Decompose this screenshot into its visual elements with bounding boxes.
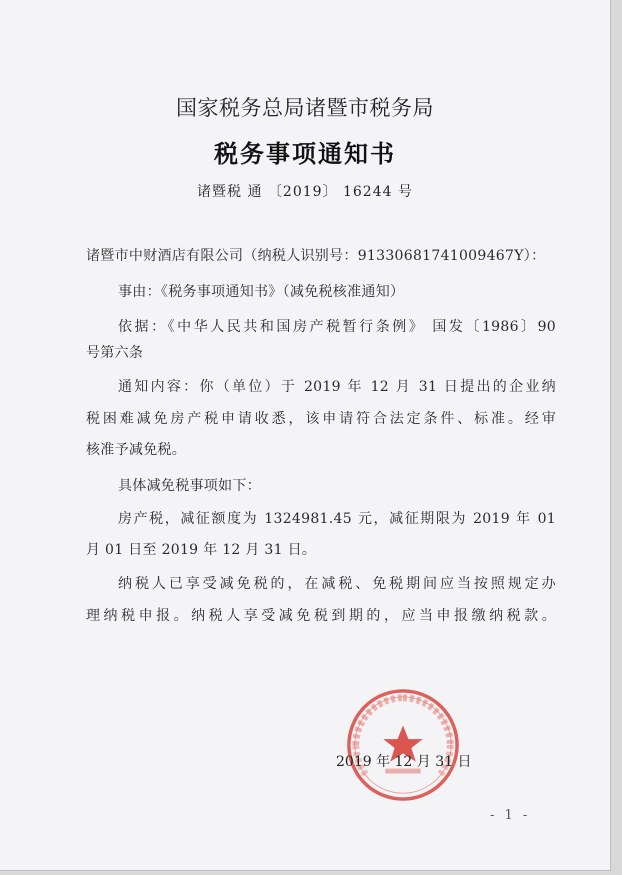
issuer-name: 国家税务总局诸暨市税务局 <box>176 96 434 120</box>
page-number: - 1 - <box>490 808 531 823</box>
closing-line-1: 纳税人已享受减免税的，在减税、免税期间应当按照规定办 <box>118 576 556 592</box>
notice-line-3: 核准予减免税。 <box>86 442 187 458</box>
item-line-1: 房产税，减征额度为 1324981.45 元，减征期限为 2019 年 01 <box>118 511 556 527</box>
document-number: 诸暨税 通 〔2019〕 16244 号 <box>197 184 413 200</box>
basis-line-2: 号第六条 <box>86 345 144 361</box>
closing-line-2: 理纳税申报。纳税人享受减免税到期的，应当申报缴纳税款。 <box>86 608 556 624</box>
notice-line-1: 通知内容：你（单位）于 2019 年 12 月 31 日提出的企业纳 <box>118 379 556 395</box>
subject-line: 事由：《税务事项通知书》（减免税核准通知） <box>118 284 405 300</box>
red-star-seal-icon <box>344 686 462 804</box>
issue-date: 2019 年 12 月 31 日 <box>336 754 472 770</box>
addressee-line: 诸暨市中财酒店有限公司（纳税人识别号：91330681741009467Y）： <box>86 248 546 264</box>
document-title: 税务事项通知书 <box>214 139 396 168</box>
notice-line-2: 税困难减免房产税申请收悉，该申请符合法定条件、标准。经审 <box>86 411 556 427</box>
item-line-2: 月 01 日至 2019 年 12 月 31 日。 <box>86 542 317 558</box>
basis-line-1: 依据：《中华人民共和国房产税暂行条例》 国发〔1986〕90 <box>118 319 556 335</box>
items-heading: 具体减免税事项如下： <box>118 478 261 494</box>
